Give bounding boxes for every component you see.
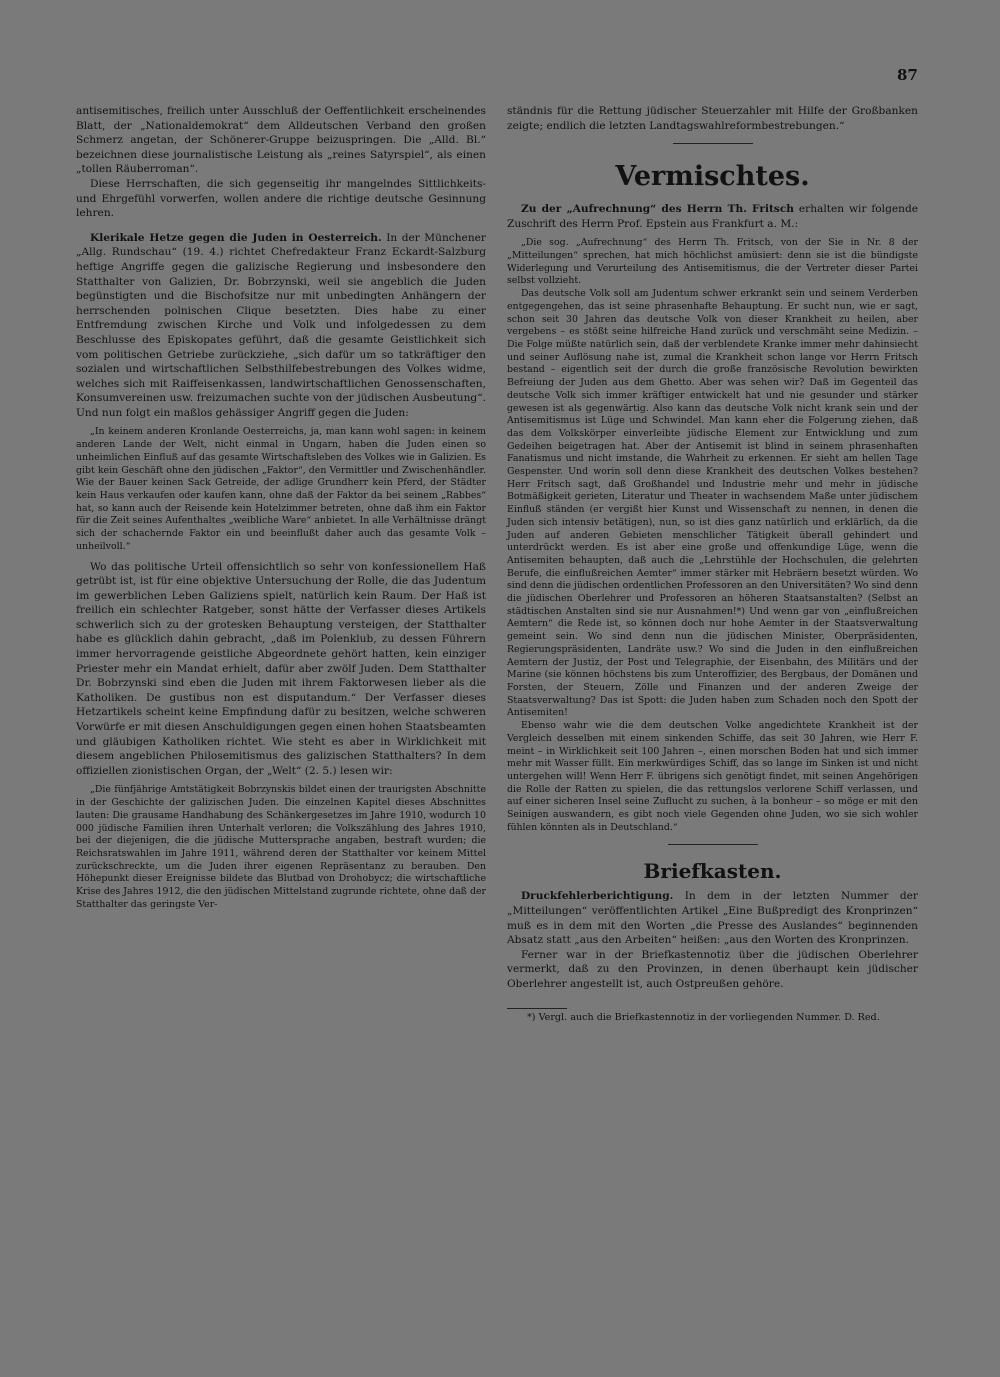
article-title: Zu der „Aufrechnung“ des Herrn Th. Fritsch — [521, 203, 794, 216]
article-paragraph — [507, 202, 918, 231]
article-title: Druckfehlerberichtigung. — [521, 890, 674, 903]
footnote: *) Vergl. auch die Briefkastennotiz in der vorliegenden Nummer. D. Red. — [527, 1011, 880, 1023]
article-paragraph — [507, 889, 918, 947]
paragraph: Diese Herrschaften, die sich gegenseitig ihr mangelndes Sittlichkeits- und Ehrgefühl vorwerfen, wollen andere die richtige deutsche Gesinnung lehren. — [76, 177, 486, 220]
article-title: Klerikale Hetze gegen die Juden in Oesterreich. — [90, 231, 382, 244]
section-heading: Vermischtes. — [615, 161, 810, 193]
spacer — [76, 221, 486, 231]
section-heading: Briefkasten. — [643, 859, 782, 884]
divider — [668, 844, 758, 845]
quote: Ebenso wahr wie die dem deutschen Volke angedichtete Krankheit ist der Vergleich desselben mit einem sinkenden Schiffe, das seit 30 Jahren, wie Herr F. meint – in Wirklichkeit seit 100 Jahren –, einen morschen Boden hat und sich immer mehr mit Wasser füllt. Ein merkwürdiges Schiff, das so lange im Sinken ist und nicht untergehen will! Wenn Herr F. übrigens sich genötigt findet, mit seinen Angehörigen die Rolle der Ratten zu spielen, die das rettungslos verlorene Schiff verlassen, und auf einer sicheren Insel seine Zuflucht zu suchen, à la bonheur – so möge er mit den Seinigen auswandern, es gibt noch viele Gegenden ohne Juden, wo sie sich wohler fühlen könnten als in Deutschland.“ — [507, 720, 918, 833]
divider — [673, 143, 753, 144]
right-column — [507, 104, 918, 1024]
quote: „Die sog. „Aufrechnung“ des Herrn Th. Fritsch, von der Sie in Nr. 8 der „Mitteilungen“ sprechen, hat mich höchlichst amüsiert: denn sie ist die bündigste Widerlegung und Verurteilung des Antisemitismus, die der Vertreter dieser Partei selbst vollzieht. — [507, 237, 918, 287]
article-body: erhalten wir folgende Zuschrift des Herrn Prof. Epstein aus Frankfurt a. M.: — [507, 203, 918, 230]
paragraph: antisemitisches, freilich unter Ausschluß der Oeffentlichkeit erscheinendes Blatt, der „Nationaldemokrat“ dem Alldeutschen Verband den großen Schmerz angetan, der Schönerer-Gruppe beizuspringen. Die „Alld. Bl.“ bezeichnen diese journalistische Leistung als „reines Satyrspiel“, als einen „tollen Räuberroman“. — [76, 105, 486, 176]
paragraph: Ferner war in der Briefkastennotiz über die jüdischen Oberlehrer vermerkt, daß zu den Provinzen, in denen überhaupt kein jüdischer Oberlehrer angestellt ist, auch Ostpreußen gehöre. — [507, 948, 918, 990]
footnote-rule — [507, 1008, 567, 1009]
paragraph: ständnis für die Rettung jüdischer Steuerzahler mit Hilfe der Großbanken zeigte; endlich die letzten Landtagswahlreformbestrebungen.“ — [507, 105, 918, 132]
quote: „In keinem anderen Kronlande Oesterreichs, ja, man kann wohl sagen: in keinem anderen Lande der Welt, nicht einmal in Ungarn, haben die Juden einen so unheimlichen Einfluß auf das gesamte Wirtschaftsleben des Volkes wie in Galizien. Es gibt kein Geschäft ohne den jüdischen „Faktor“, den Vermittler und Zwischenhändler. Wie der Bauer keinen Sack Getreide, der adlige Grundherr kein Pferd, der Städter kein Haus verkaufen oder kaufen kann, ohne daß der Faktor da bei seinem „Rabbes“ hat, so kann auch der Reisende kein Hotelzimmer betreten, ohne daß ihm ein Faktor für die Zeit seines Aufenthaltes „weibliche Ware“ anbietet. In alle Verhältnisse drängt sich der schachernde Faktor ein und beeinflußt daher auch das gesamte Volk – unheilvoll.“ — [76, 426, 486, 552]
article-body: In der Münchener „Allg. Rundschau“ (19. 4.) richtet Chefredakteur Franz Eckardt-Salzburg heftige Angriffe gegen die galizische Regierung und insbesondere den Statthalter von Galizien, Dr. Bobrzynski, weil sie angeblich die Juden begünstigten und die Bischofsitze nur mit unbedingten Anhängern der herrschenden polnischen Clique besetzten. Dies habe zu einer Entfremdung zwischen Kirche und Volk und infolgedessen zu dem Beschlusse des Episkopates geführt, daß die gesamte Geistlichkeit sich vom politischen Getriebe zurückziehe, „sich dafür um so tatkräftiger den sozialen und wirtschaftlichen Selbsthilfebestrebungen des Volkes widme, welches sich mit Raiffeisenkassen, landwirtschaftlichen Genossenschaften, Konsumvereinen usw. freizumachen suchte von der jüdischen Ausbeutung“. Und nun folgt ein maßlos gehässiger Angriff gegen die Juden: — [76, 231, 486, 419]
left-column — [76, 104, 486, 911]
article-paragraph — [76, 231, 486, 421]
article-body: In dem in der letzten Nummer der „Mitteilungen“ veröffentlichten Artikel „Eine Bußpredigt des Kronprinzen“ muß es in dem mit den Worten „die Presse des Auslandes“ beginnenden Absatz statt „aus den Arbeiten“ heißen: „aus den Worten des Kronprinzen. — [507, 890, 918, 947]
page-number: 87 — [897, 66, 918, 84]
quote: „Die fünfjährige Amtstätigkeit Bobrzynskis bildet einen der traurigsten Abschnitte in der Geschichte der galizischen Juden. Die einzelnen Kapitel dieses Abschnittes lauten: Die grausame Handhabung des Schänkergesetzes im Jahre 1910, wodurch 10 000 jüdische Familien ihren Unterhalt verloren; die Volkszählung des Jahres 1910, bei der diejenigen, die die jüdische Muttersprache angaben, bestraft wurden; die Reichsratswahlen im Jahre 1911, während deren der Statthalter vor keinem Mittel zurückschreckte, um die Juden ihrer eigenen Repräsentanz zu berauben. Den Höhepunkt dieser Ereignisse bildete das Blutbad von Drohobycz; die wirtschaftliche Krise des Jahres 1912, die den jüdischen Mittelstand zugrunde richtete, ohne daß der Statthalter das geringste Ver- — [76, 784, 486, 910]
quote: Das deutsche Volk soll am Judentum schwer erkrankt sein und seinem Verderben entgegengehen, das ist seine phrasenhafte Behauptung. Er sucht nun, wie er sagt, schon seit 30 Jahren das deutsche Volk von dieser Krankheit zu heilen, aber vergebens – es stößt seine hilfreiche Hand zurück und verschmäht seine Medizin. – Die Folge müßte natürlich sein, daß der verblendete Kranke immer mehr dahinsiecht und seiner Auflösung nahe ist, zumal die Krankheit schon lange vor Herrn Fritsch bestand – eigentlich seit der durch die große französische Revolution bewirkten Befreiung der Juden aus dem Ghetto. Aber was sehen wir? Daß im Gegenteil das deutsche Volk sich immer kräftiger entwickelt hat und nie gesunder und stärker gewesen ist als gegenwärtig. Also kann das deutsche Volk nicht krank sein und der Antisemitismus ist Lüge und Schwindel. Man kann eher die Folgerung ziehen, daß das dem Volkskörper einverleibte jüdische Element zur Entwicklung und zum Gedeihen beigetragen hat. Aber der Antisemit ist blind in seinem phrasenhaften Fanatismus und nicht imstande, die Wahrheit zu erkennen. Er sieht am hellen Tage Gespenster. Und worin soll denn diese Krankheit des deutschen Volkes bestehen? Herr Fritsch sagt, daß Großhandel und Industrie mehr und mehr in jüdische Botmäßigkeit gerieten, Literatur und Theater in wachsendem Maße unter jüdischem Einfluß ständen (er vergißt hier Kunst und Wissenschaft zu nennen, in denen die Juden sich intensiv betätigen), nun, so ist dies ganz natürlich und erklärlich, da die Juden auf anderen Gebieten menschlicher Tätigkeit überall gehindert und unterdrückt werden. Es ist aber eine große und offenkundige Lüge, wenn die Antisemiten behaupten, daß auch die „Lehrstühle der Hochschulen, die gelehrten Berufe, die einflußreichen Aemter“ immer stärker mit Hebräern besetzt würden. Wo sind denn die jüdischen ordentlichen Professoren an den Universitäten? Wo sind denn die jüdischen Oberlehrer und Professoren an höheren Staatsanstalten? (Selbst an städtischen Anstalten sind sie nur Ausnahmen!*) Und wenn gar von „einflußreichen Aemtern“ die Rede ist, so können doch nur hohe Aemter in der Staatsverwaltung gemeint sein. Wo sind denn nun die jüdischen Minister, Oberpräsidenten, Regierungspräsidenten, Landräte usw.? Wo sind die Juden in den einflußreichen Aemtern der Justiz, der Post und Telegraphie, der Eisenbahn, des Militärs und der Marine (sie können höchstens bis zum Unteroffizier, des Bergbaus, der Domänen und Forsten, der Steuern, Zölle und Finanzen und der anderen Zweige der Staatsverwaltung? Das ist Spott: die Juden haben zum Schaden noch den Spott der Antisemiten! — [507, 288, 918, 719]
paragraph: Wo das politische Urteil offensichtlich so sehr von konfessionellem Haß getrübt ist, ist für eine objektive Untersuchung der Rolle, die das Judentum im gewerblichen Leben Galiziens spielt, natürlich kein Raum. Der Haß ist freilich ein schlechter Ratgeber, sonst hätte der Verfasser dieses Artikels schwerlich sich zu der grotesken Behauptung versteigen, der Statthalter habe es glücklich dahin gebracht, „daß im Polenklub, zu dessen Führern immer hervorragende geistliche Abgeordnete gehört hatten, kein einziger Priester mehr ein Mandat erhielt, dafür aber zwölf Juden. Dem Statthalter Dr. Bobrzynski sind eben die Juden mit ihrem Faktorwesen lieber als die Katholiken. De gustibus non est disputandum.“ Der Verfasser dieses Hetzartikels scheint keine Empfindung dafür zu besitzen, welche schweren Vorwürfe er mit diesen Anschuldigungen gegen einen hohen Staatsbeamten und gläubigen Katholiken richtet. Wie steht es aber in Wirklichkeit mit diesem angeblichen Philosemitismus des galizischen Statthalters? In dem offiziellen zionistischen Organ, der „Welt“ (2. 5.) lesen wir: — [76, 560, 486, 777]
